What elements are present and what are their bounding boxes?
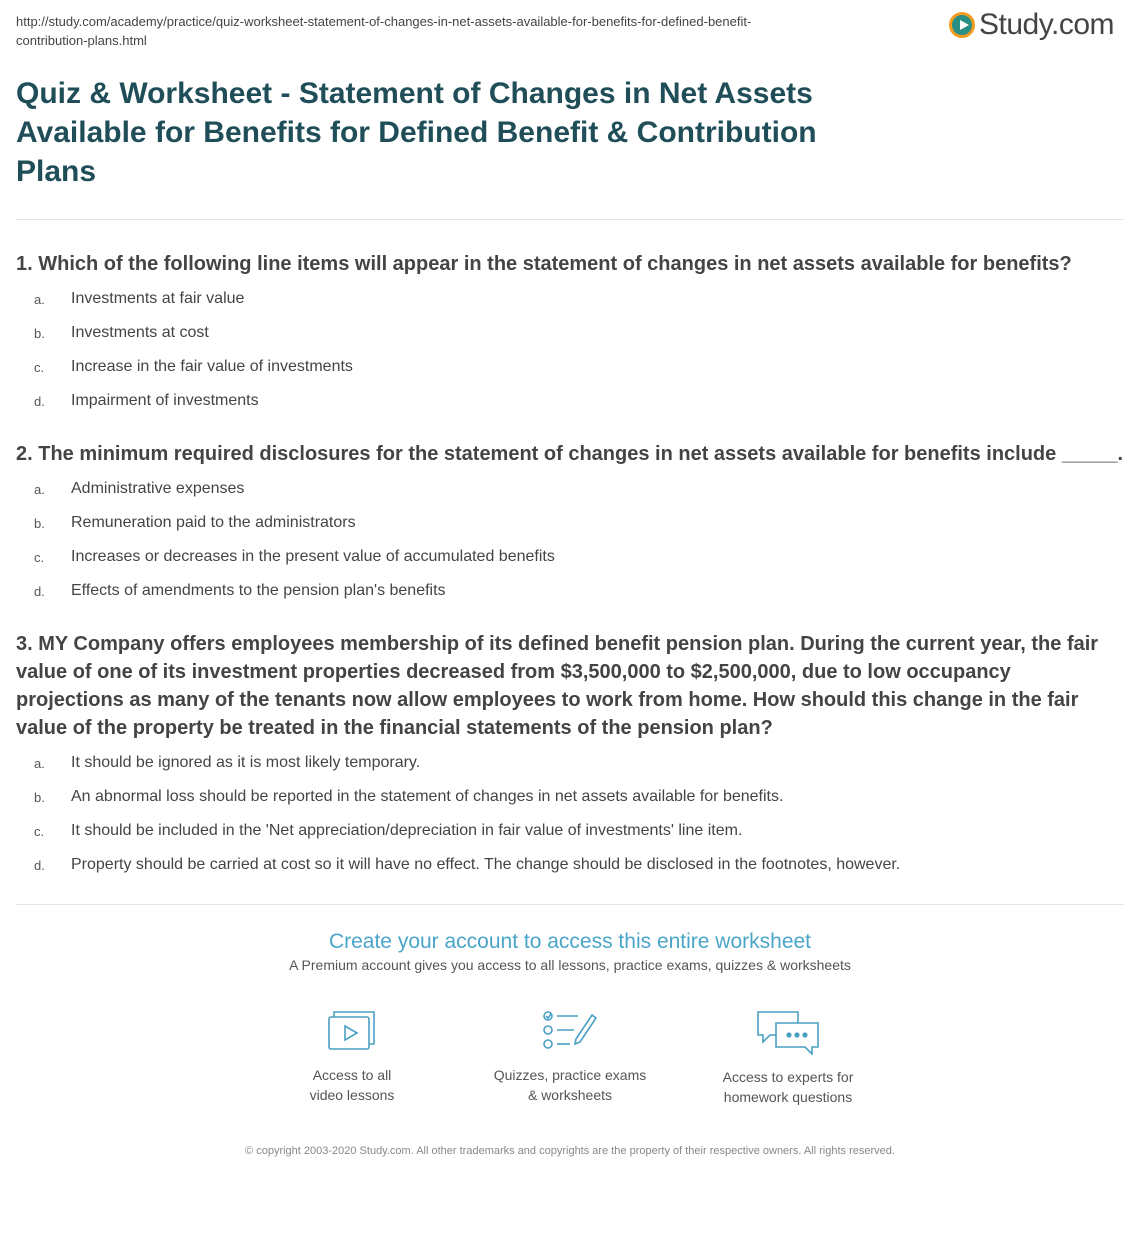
answer-option[interactable] (16, 472, 1124, 506)
answer-text: Increase in the fair value of investments (71, 358, 353, 375)
answer-text: Investments at fair value (71, 290, 245, 307)
answer-option[interactable] (16, 384, 1124, 418)
answer-list (16, 282, 1124, 418)
answer-letter: b. (34, 325, 45, 341)
question-text: 3. MY Company offers employees membership of its defined benefit pension plan. During the current year, the fair value of one of its investment properties decreased from $3,500,000 to $2,500,000, due to low occupancy projections as many of the tenants now allow employees to work from home. How should this change in the fair value of the property be treated in the financial statements of the pension plan? (16, 633, 1099, 739)
quiz-questions (16, 250, 1124, 882)
answer-letter: a. (34, 291, 45, 307)
answer-text: It should be ignored as it is most likely temporary. (71, 754, 421, 771)
copyright-footer: © copyright 2003-2020 Study.com. All other trademarks and copyrights are the property of their respective owners. All rights reserved. (245, 1145, 895, 1157)
answer-option[interactable] (16, 282, 1124, 316)
feature-label: Access to experts for homework questions (722, 1069, 854, 1105)
answer-text: Investments at cost (71, 324, 209, 341)
title-divider (16, 219, 1124, 220)
feature-experts (679, 1009, 897, 1107)
feature-video-lessons (243, 1009, 461, 1107)
chat-bubbles-icon (756, 1009, 820, 1055)
quiz-checklist-icon (542, 1009, 598, 1053)
page-title: Quiz & Worksheet - Statement of Changes in Net Assets Available for Benefits for Defined Benefit & Contribution Plans (16, 77, 817, 188)
question-1 (16, 250, 1124, 418)
feature-label: Access to all video lessons (309, 1067, 395, 1103)
answer-option[interactable] (16, 780, 1124, 814)
study-logo-text: Study.com (979, 8, 1114, 41)
question-2 (16, 440, 1124, 608)
answer-text: Increases or decreases in the present value of accumulated benefits (71, 548, 555, 565)
answer-option[interactable] (16, 540, 1124, 574)
answer-option[interactable] (16, 746, 1124, 780)
cta-title-link[interactable]: Create your account to access this entire worksheet (328, 930, 812, 953)
answer-text: Impairment of investments (71, 392, 259, 409)
question-text: 2. The minimum required disclosures for the statement of changes in net assets available for benefits include _____. (16, 443, 1124, 465)
answer-list (16, 472, 1124, 608)
answer-letter: c. (34, 549, 45, 565)
study-logo[interactable] (949, 8, 1114, 42)
answer-option[interactable] (16, 574, 1124, 608)
answer-list (16, 746, 1124, 882)
feature-quizzes (461, 1009, 679, 1107)
answer-letter: d. (34, 857, 45, 873)
answer-letter: b. (34, 515, 45, 531)
answer-option[interactable] (16, 814, 1124, 848)
cta-subtitle: A Premium account gives you access to all lessons, practice exams, quizzes & worksheets (289, 957, 851, 973)
answer-text: Administrative expenses (71, 480, 245, 497)
question-3 (16, 630, 1124, 882)
answer-letter: a. (34, 481, 45, 497)
answer-letter: d. (34, 393, 45, 409)
video-lesson-icon (326, 1009, 378, 1053)
answer-text: Effects of amendments to the pension plan's benefits (71, 582, 446, 599)
feature-label: Quizzes, practice exams & worksheets (493, 1067, 647, 1103)
answer-text: Remuneration paid to the administrators (71, 514, 356, 531)
answer-letter: d. (34, 583, 45, 599)
answer-letter: a. (34, 755, 45, 771)
answer-letter: c. (34, 823, 45, 839)
page-header (0, 0, 1140, 60)
premium-features (0, 1009, 1140, 1107)
answer-text: It should be included in the 'Net appreciation/depreciation in fair value of investments' line item. (71, 822, 743, 839)
answer-letter: c. (34, 359, 45, 375)
answer-option[interactable] (16, 506, 1124, 540)
answer-option[interactable] (16, 350, 1124, 384)
signup-cta (0, 929, 1140, 973)
answer-option[interactable] (16, 848, 1124, 882)
content-divider (16, 904, 1124, 905)
page-url: http://study.com/academy/practice/quiz-worksheet-statement-of-changes-in-net-assets-available-for-benefits-for-defined-benefit-contribution-plans.html (16, 14, 752, 48)
answer-text: An abnormal loss should be reported in the statement of changes in net assets available for benefits. (71, 788, 784, 805)
study-logo-icon (949, 12, 975, 38)
answer-option[interactable] (16, 316, 1124, 350)
answer-text: Property should be carried at cost so it will have no effect. The change should be disclosed in the footnotes, however. (71, 856, 901, 873)
question-text: 1. Which of the following line items will appear in the statement of changes in net assets available for benefits? (16, 253, 1072, 275)
answer-letter: b. (34, 789, 45, 805)
